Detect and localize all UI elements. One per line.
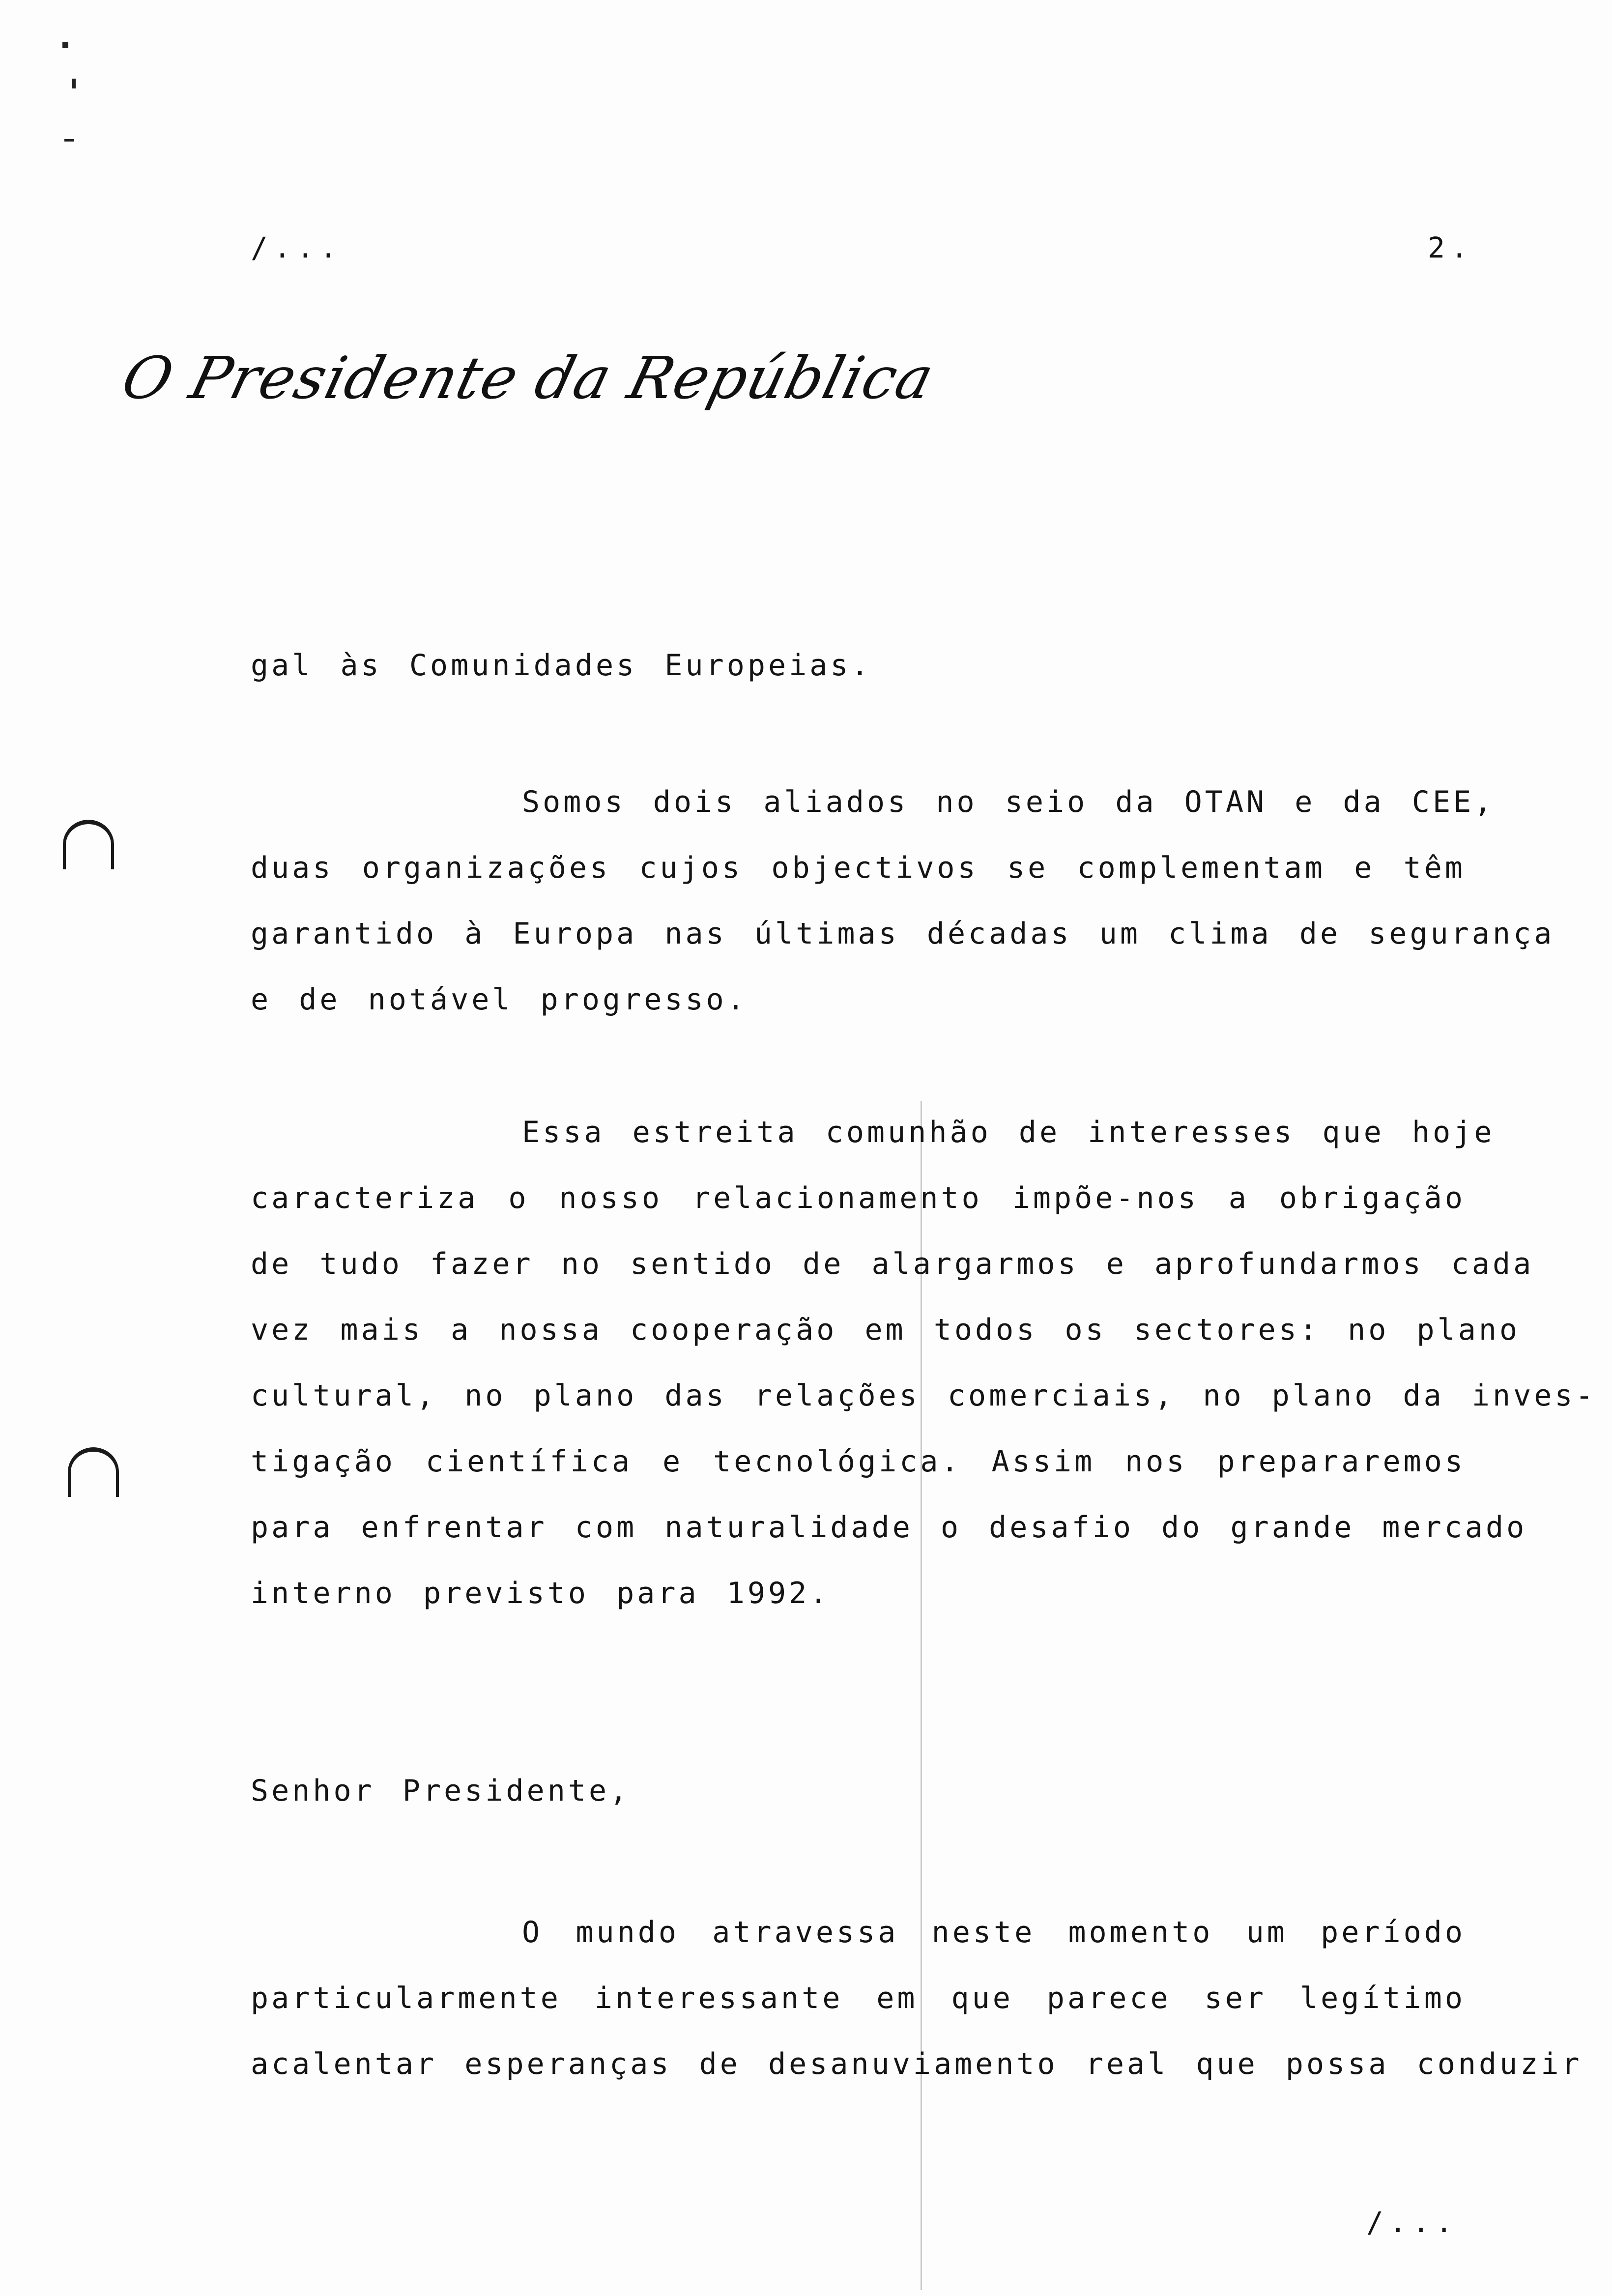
letterhead-signature: O Presidente da República: [115, 344, 941, 412]
punch-hole-lower: [68, 1447, 119, 1497]
body-line: Somos dois aliados no seio da OTAN e da CEE,: [522, 785, 1495, 819]
salutation: Senhor Presidente,: [251, 1774, 631, 1808]
body-line: gal às Comunidades Europeias.: [251, 648, 872, 683]
body-line: interno previsto para 1992.: [251, 1576, 831, 1610]
body-line: para enfrentar com naturalidade o desafio do grande mercado: [251, 1510, 1527, 1545]
body-line: acalentar esperanças de desanuviamento real que possa conduzir: [251, 2047, 1583, 2081]
continuation-mark-top: /...: [251, 231, 343, 264]
continuation-mark-bottom: /...: [1366, 2206, 1459, 2239]
page-number: 2.: [1428, 231, 1474, 264]
scan-speck: [64, 139, 74, 142]
body-line: duas organizações cujos objectivos se complementam e têm: [251, 851, 1466, 885]
body-line: cultural, no plano das relações comerciais, no plano da inves-: [251, 1378, 1596, 1413]
body-line: de tudo fazer no sentido de alargarmos e aprofundarmos cada: [251, 1247, 1534, 1281]
scan-speck: [72, 79, 76, 88]
punch-hole-upper: [63, 820, 114, 869]
body-line: vez mais a nossa cooperação em todos os sectores: no plano: [251, 1313, 1521, 1347]
body-line: Essa estreita comunhão de interesses que hoje: [522, 1115, 1495, 1149]
scan-speck: [62, 42, 68, 48]
body-line: particularmente interessante em que parece ser legítimo: [251, 1981, 1466, 2015]
body-line: e de notável progresso.: [251, 982, 748, 1017]
body-line: tigação científica e tecnológica. Assim nos prepararemos: [251, 1444, 1466, 1479]
body-line: O mundo atravessa neste momento um período: [522, 1915, 1466, 1950]
body-line: garantido à Europa nas últimas décadas um clima de segurança: [251, 917, 1555, 951]
body-line: caracteriza o nosso relacionamento impõe-nos a obrigação: [251, 1181, 1466, 1215]
